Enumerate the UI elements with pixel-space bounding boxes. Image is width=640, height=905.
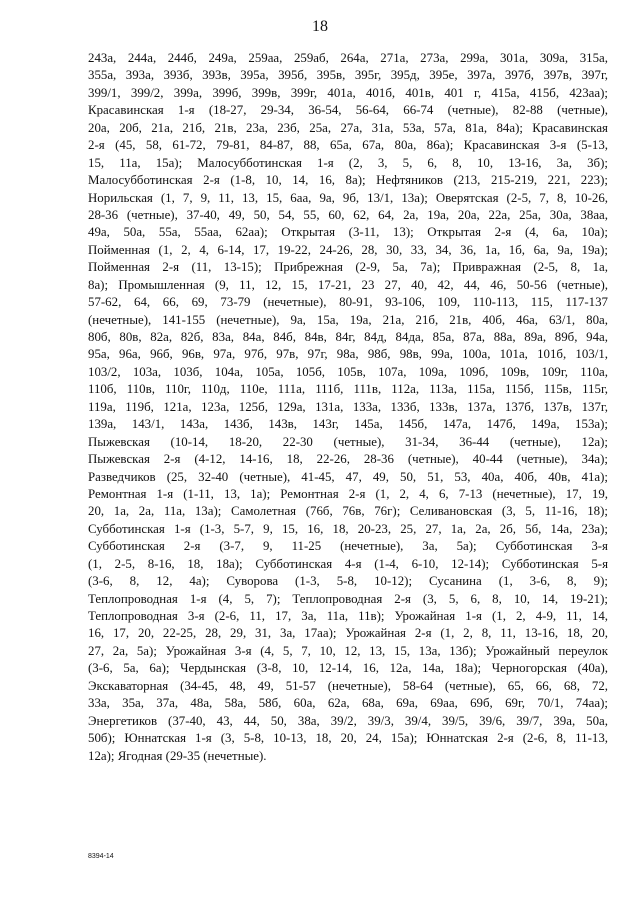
document-code: 8394-14	[88, 853, 114, 860]
text-line: Пыжевская 2-я (4-12, 14-16, 18, 22-26, 28-36 (четные), 40-44 (четные), 34а);	[88, 452, 608, 467]
text-line: (3-6, 8, 12, 4а); Суворова (1-3, 5-8, 10-12); Сусанина (1, 3-6, 8, 9);	[88, 574, 608, 589]
text-line: 103/2, 103а, 103б, 104а, 105а, 105б, 105в, 107а, 109а, 109б, 109в, 109г, 110а,	[88, 364, 608, 379]
text-line: 27, 2а, 5а); Урожайная 3-я (4, 5, 7, 10, 12, 13, 15, 13а, 13б); Урожайный переулок	[88, 643, 608, 658]
text-line: 49а, 50а, 55а, 55аа, 62аа); Открытая (3-11, 13); Открытая 2-я (4, 6а, 10а);	[88, 225, 608, 240]
text-line: 50б); Юннатская 1-я (3, 5-8, 10-13, 18, 20, 24, 15а); Юннатская 2-я (2-6, 8, 11-13,	[88, 731, 608, 746]
text-line: (1, 2-5, 8-16, 18, 18а); Субботинская 4-я (1-4, 6-10, 12-14); Субботинская 5-я	[88, 556, 608, 571]
text-line: 28-36 (четные), 37-40, 49, 50, 54, 55, 60, 62, 64, 2а, 19а, 20а, 22а, 25а, 30а, 38аа,	[88, 207, 608, 222]
text-line: 80б, 80в, 82а, 82б, 83а, 84а, 84б, 84в, 84г, 84д, 84да, 85а, 87а, 88а, 89а, 89б, 94а,	[88, 330, 608, 344]
text-line: Теплопроводная 1-я (4, 5, 7); Теплопроводная 2-я (3, 5, 6, 8, 10, 14, 19-21);	[88, 591, 608, 606]
text-line: Субботинская 2-я (3-7, 9, 11-25 (нечетные), 3а, 5а); Субботинская 3-я	[88, 539, 608, 554]
text-line: 33а, 35а, 37а, 48а, 58а, 58б, 60а, 62а, 68а, 69а, 69аа, 69б, 69г, 70/1, 74аа);	[88, 696, 608, 711]
text-line: 119а, 119б, 121а, 123а, 125б, 129а, 131а, 133а, 133б, 133в, 137а, 137б, 137в, 137г,	[88, 399, 608, 414]
text-line: Теплопроводная 3-я (2-6, 11, 17, 3а, 11а, 11в); Урожайная 1-я (1, 2, 4-9, 11, 14,	[88, 609, 608, 623]
text-line: 15, 11а, 15а); Малосубботинская 1-я (2, 3, 5, 6, 8, 10, 13-16, 3а, 3б);	[88, 155, 608, 170]
page-number: 18	[312, 18, 328, 35]
text-line: 20, 1а, 2а, 11а, 13а); Самолетная (76б, 76в, 76г); Селивановская (3, 5, 11-16, 18);	[88, 504, 608, 519]
text-line: Пойменная 2-я (11, 13-15); Прибрежная (2-9, 5а, 7а); Привражная (2-5, 8, 1а,	[88, 260, 608, 275]
text-line: Пыжевская (10-14, 18-20, 22-30 (четные), 31-34, 36-44 (четные), 12а);	[88, 434, 608, 449]
text-line: 16, 17, 20, 22-25, 28, 29, 31, 3а, 17аа); Урожайная 2-я (1, 2, 8, 11, 13-16, 18, 20,	[88, 626, 608, 641]
text-line: Норильская (1, 7, 9, 11, 13, 15, 6аа, 9а, 9б, 13/1, 13а); Оверятская (2-5, 7, 8, 10-26,	[88, 190, 608, 205]
text-line: 95а, 96а, 96б, 96в, 97а, 97б, 97в, 97г, 98а, 98б, 98в, 99а, 100а, 101а, 101б, 103/1,	[88, 347, 608, 362]
text-line: 8а); Промышленная (9, 11, 12, 15, 17-21, 23 27, 40, 42, 44, 46, 50-56 (четные),	[88, 277, 608, 292]
text-line: 2-я (45, 58, 61-72, 79-81, 84-87, 88, 65а, 67а, 80а, 86а); Красавинская 3-я (5-13,	[88, 138, 608, 153]
text-line: 399/1, 399/2, 399а, 399б, 399в, 399г, 401а, 401б, 401в, 401 г, 415а, 415б, 423аа);	[88, 85, 608, 100]
text-line: Субботинская 1-я (1-3, 5-7, 9, 15, 16, 18, 20-23, 25, 27, 1а, 2а, 2б, 5б, 14а, 23а);	[88, 521, 608, 536]
text-line: 139а, 143/1, 143а, 143б, 143в, 143г, 145а, 145б, 147а, 147б, 149а, 153а);	[88, 417, 608, 432]
text-line: 20а, 20б, 21а, 21б, 21в, 23а, 23б, 25а, 27а, 31а, 53а, 57а, 81а, 84а); Красавинская	[88, 120, 608, 135]
text-line: Ремонтная 1-я (1-11, 13, 1а); Ремонтная 2-я (1, 2, 4, 6, 7-13 (нечетные), 17, 19,	[88, 486, 608, 501]
text-line: Малосубботинская 2-я (1-8, 10, 14, 16, 8а); Нефтяников (213, 215-219, 221, 223);	[88, 173, 608, 188]
text-line: Энергетиков (37-40, 43, 44, 50, 38а, 39/2, 39/3, 39/4, 39/5, 39/6, 39/7, 39а, 50а,	[88, 713, 608, 728]
text-line: 12а); Ягодная (29-35 (нечетные).	[88, 748, 267, 763]
text-line: 355а, 393а, 393б, 393в, 395а, 395б, 395в, 395г, 395д, 395е, 397а, 397б, 397в, 397г,	[88, 68, 608, 83]
text-line: 243а, 244а, 244б, 249а, 259аа, 259аб, 264а, 271а, 273а, 299а, 301а, 309а, 315а,	[88, 51, 608, 65]
address-list-text	[88, 50, 608, 765]
text-line: Экскаваторная (34-45, 48, 49, 51-57 (нечетные), 58-64 (четные), 65, 66, 68, 72,	[88, 678, 608, 693]
text-line: (3-6, 5а, 6а); Чердынская (3-8, 10, 12-14, 16, 12а, 14а, 18а); Черногорская (40а),	[88, 661, 608, 676]
text-line: Красавинская 1-я (18-27, 29-34, 36-54, 56-64, 66-74 (четные), 82-88 (четные),	[88, 103, 608, 118]
text-line: Пойменная (1, 2, 4, 6-14, 17, 19-22, 24-26, 28, 30, 33, 34, 36, 1а, 1б, 6а, 9а, 19а);	[88, 242, 608, 257]
text-line: Разведчиков (25, 32-40 (четные), 41-45, 47, 49, 50, 51, 53, 40а, 40б, 40в, 41а);	[88, 469, 608, 484]
text-line: 110б, 110в, 110г, 110д, 110е, 111а, 111б, 111в, 112а, 113а, 115а, 115б, 115в, 115г,	[88, 382, 608, 397]
text-line: 57-62, 64, 66, 69, 73-79 (нечетные), 80-91, 93-106, 109, 110-113, 115, 117-137	[88, 295, 608, 310]
text-line: (нечетные), 141-155 (нечетные), 9а, 15а, 19а, 21а, 21б, 21в, 40б, 46а, 63/1, 80а,	[88, 312, 608, 327]
